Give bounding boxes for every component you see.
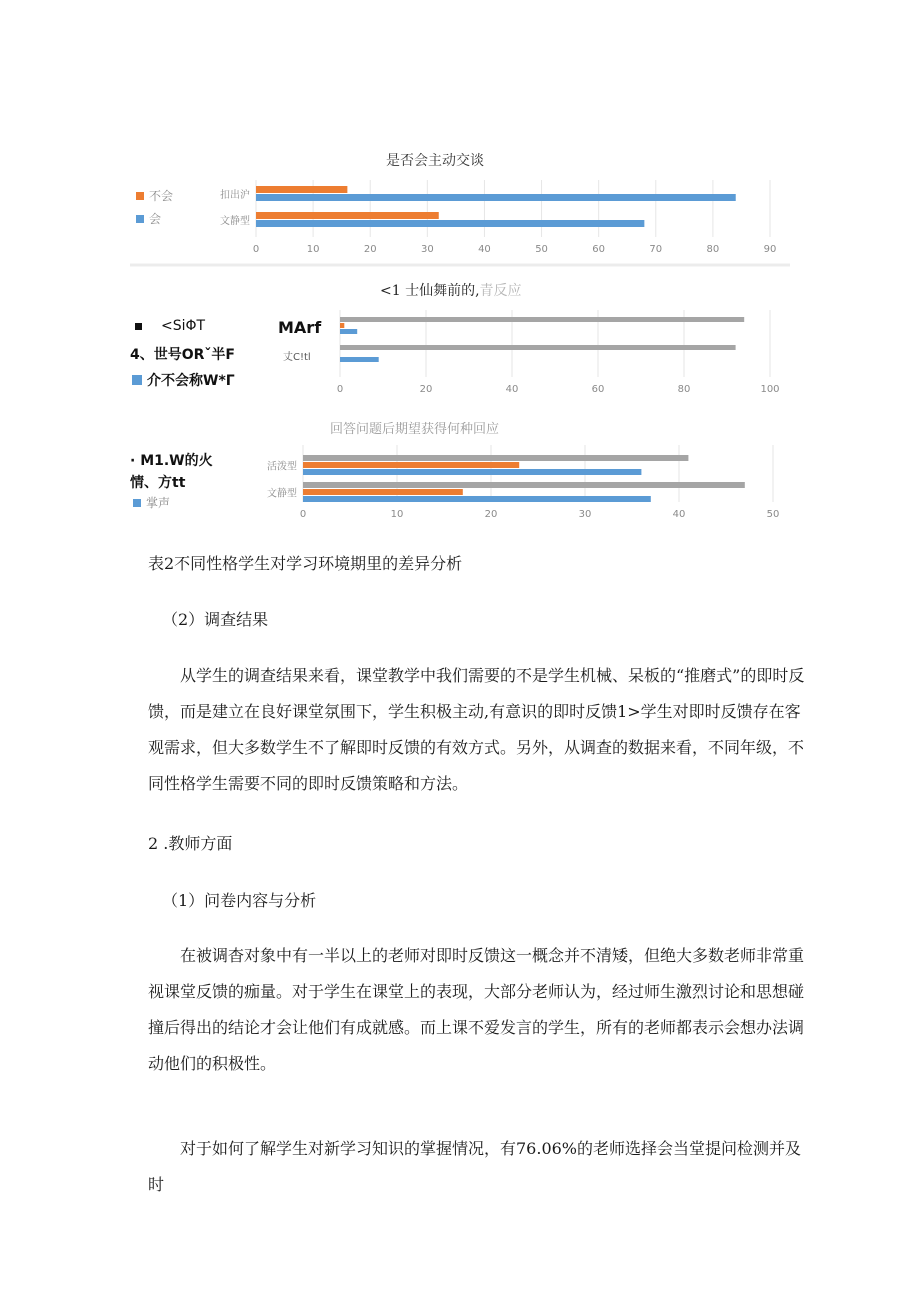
paragraph-teacher-methods: 对于如何了解学生对新学习知识的掌握情况，有76.06%的老师选择会当堂提问检测并及时 [148, 1139, 802, 1194]
x-tick-label: 30 [578, 509, 592, 520]
x-tick-label: 20 [363, 244, 377, 255]
x-tick-label: 0 [299, 509, 307, 520]
category-label: 活泼型 [267, 461, 297, 473]
x-tick-label: 80 [677, 384, 691, 395]
bar [303, 455, 688, 461]
paragraph-student-results: 从学生的调查结果来看，课堂教学中我们需要的不是学生机械、呆板的“推磨式”的即时反馈，而是建立在良好课堂氛围下，学生积极主动,有意识的即时反馈1>学生对即时反馈存在客观需求，但大多数学生不了解即时反馈的有效方式。另外，从调查的数据来看，不同年级，不同性格学生需要不同的即时反馈策略和方法。 [148, 666, 805, 793]
x-tick-label: 100 [760, 384, 780, 395]
chart2-annotation: MArf [278, 318, 322, 337]
chart2-svg [290, 305, 790, 405]
chart2-legend-item-0 [135, 318, 205, 334]
chart2-legend-label-0: <SiΦT [161, 318, 206, 334]
chart2-category-label-1: 丈C!tl [283, 352, 311, 363]
chart2-title-text: <1 士仙舞前的, [380, 283, 480, 299]
chart1-svg [130, 175, 790, 275]
x-tick-label: 40 [672, 509, 686, 520]
chart1-legend-label-0: 不会 [149, 189, 174, 203]
x-tick-label: 40 [505, 384, 519, 395]
x-tick-label: 0 [252, 244, 260, 255]
bar [340, 329, 357, 334]
bar [256, 212, 439, 219]
category-label: 扣出沪 [220, 190, 250, 201]
legend-swatch [132, 375, 142, 385]
bar [303, 469, 641, 475]
chart2-legend-item-1 [130, 344, 235, 364]
x-tick-label: 20 [419, 384, 433, 395]
chart2-title [380, 280, 522, 300]
chart3-legend-item-2 [133, 494, 170, 511]
bar [303, 489, 463, 495]
chart1-legend-label-1: 会 [149, 212, 162, 226]
chart2-title-faded: 青反应 [479, 283, 522, 299]
chart2-legend-label-2: 介不会称W*Γ [147, 373, 235, 389]
subheading-questionnaire: （1）问卷内容与分析 [162, 891, 317, 910]
chart2-legend-item-2 [132, 370, 235, 390]
legend-swatch [133, 499, 141, 507]
bar [340, 357, 379, 362]
chart1-title: 是否会主动交谈 [386, 153, 484, 169]
bar [340, 317, 744, 322]
x-tick-label: 30 [420, 244, 434, 255]
category-label: 文静型 [267, 488, 297, 500]
x-tick-label: 90 [763, 244, 777, 255]
bar [256, 220, 644, 227]
x-tick-label: 50 [535, 244, 548, 255]
chart3-legend-text-0: · M1.W的火 [130, 453, 213, 469]
chart3-title: 回答问题后期望获得何种回应 [330, 422, 500, 437]
table-caption: 表2不同性格学生对学习环境期里的差异分析 [148, 554, 463, 573]
x-tick-label: 60 [592, 244, 606, 255]
x-tick-label: 60 [591, 384, 605, 395]
bar [340, 345, 736, 350]
section-heading-teachers: 2 .教师方面 [148, 834, 233, 853]
x-tick-label: 0 [336, 384, 344, 395]
x-tick-label: 70 [649, 244, 663, 255]
legend-swatch [135, 323, 142, 330]
bar [303, 496, 651, 502]
x-tick-label: 20 [484, 509, 498, 520]
bar [256, 186, 347, 193]
x-tick-label: 40 [478, 244, 491, 255]
bar [340, 323, 344, 328]
chart2-legend-label-1: 4、世号ORˇ半F [130, 347, 235, 363]
bar [256, 194, 736, 201]
subheading-survey-results: （2）调查结果 [162, 610, 269, 629]
bar [303, 482, 745, 488]
chart3-svg [230, 440, 790, 530]
x-tick-label: 80 [706, 244, 720, 255]
x-tick-label: 10 [390, 509, 404, 520]
chart3-legend-text-1: 情、方tt [130, 475, 186, 491]
x-tick-label: 10 [306, 244, 320, 255]
bar [303, 462, 519, 468]
x-tick-label: 50 [766, 509, 780, 520]
paragraph-teacher-analysis: 在被调杳对象中有一半以上的老师对即时反馈这一概念并不清矮，但绝大多数老师非常重视课堂反馈的痂量。对于学生在课堂上的表现，大部分老师认为，经过师生激烈讨论和思想碰撞后得出的结论才会让他们有成就感。而上课不爱发言的学生，所有的老师都表示会想办法调动他们的积极性。 [148, 946, 805, 1073]
chart3-legend-label-2: 掌声 [146, 496, 171, 510]
category-label: 文静型 [220, 216, 250, 227]
